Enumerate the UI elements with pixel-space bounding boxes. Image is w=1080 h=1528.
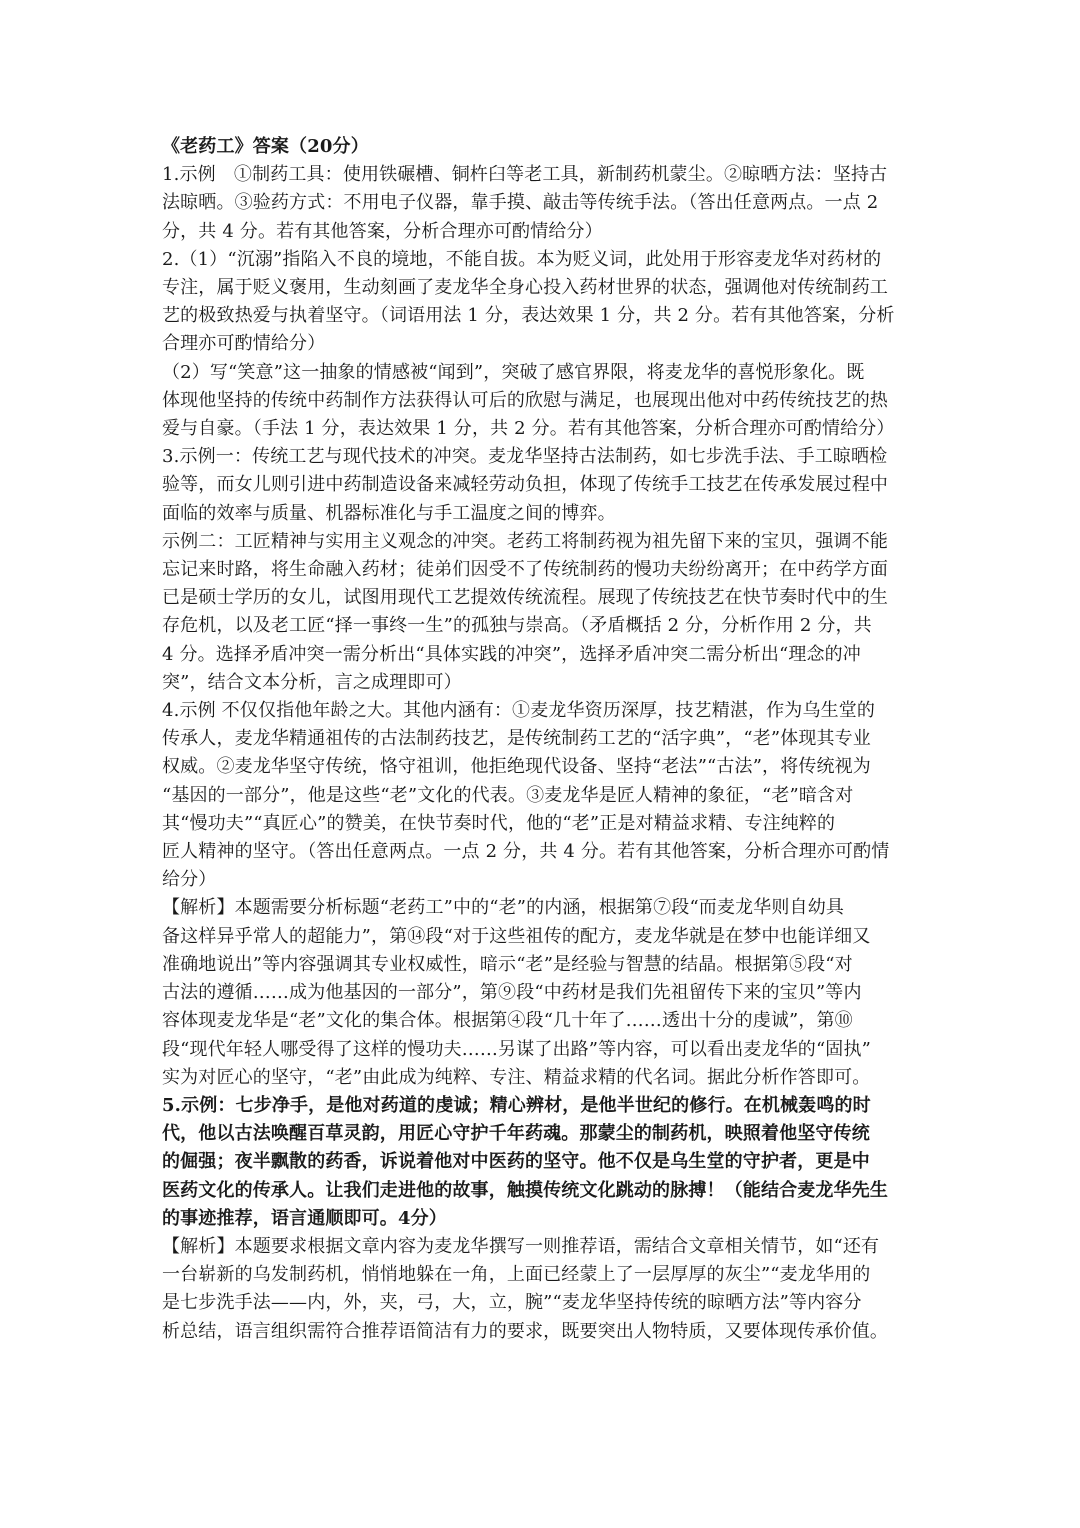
- answer-line: 存危机，以及老工匠“择一事终一生”的孤独与崇高。（矛盾概括 2 分，分析作用 2 分，共: [162, 615, 872, 637]
- answer-line: 法晾晒。③验药方式：不用电子仪器，靠手摸、敲击等传统手法。（答出任意两点。一点 2: [162, 192, 879, 214]
- answer-line: 古法的遵循……成为他基因的一部分”，第⑨段“中药材是我们先祖留传下来的宝贝”等内: [162, 982, 862, 1004]
- answer-line: 3.示例一：传统工艺与现代技术的冲突。麦龙华坚持古法制药，如七步洗手法、手工晾晒检: [162, 446, 888, 468]
- answer-line: 已是硕士学历的女儿，试图用现代工艺提效传统流程。展现了传统技艺在快节奏时代中的生: [162, 587, 888, 609]
- answer-line: 2.（1）“沉溺”指陷入不良的境地，不能自拔。本为贬义词，此处用于形容麦龙华对药材的: [162, 248, 882, 270]
- analysis-line: 析总结，语言组织需符合推荐语简洁有力的要求，既要突出人物特质，又要体现传承价值。: [162, 1320, 888, 1342]
- answer-line: 示例二：工匠精神与实用主义观念的冲突。老药工将制药视为祖先留下来的宝贝，强调不能: [162, 530, 888, 552]
- answer-line: 段“现代年轻人哪受得了这样的慢功夫……另谋了出路”等内容，可以看出麦龙华的“固执”: [162, 1038, 871, 1060]
- answer-line: 备这样异乎常人的超能力”，第⑭段“对于这些祖传的配方，麦龙华就是在梦中也能详细又: [162, 925, 871, 947]
- answer-text-block: [162, 133, 922, 1346]
- answer-line: 【解析】本题需要分析标题“老药工”中的“老”的内涵，根据第⑦段“而麦龙华则自幼具: [162, 897, 845, 919]
- document-title: 《老药工》答案（20分）: [162, 136, 369, 157]
- answer-line: 传承人，麦龙华精通祖传的古法制药技艺，是传统制药工艺的“活字典”，“老”体现其专业: [162, 728, 871, 750]
- answer-line: 1.示例 ①制药工具：使用铁碾槽、铜杵臼等老工具，新制药机蒙尘。②晾晒方法：坚持古: [162, 164, 888, 186]
- bold-answer-line: 5.示例：七步净手，是他对药道的虔诚；精心辨材，是他半世纪的修行。在机械轰鸣的时: [162, 1094, 871, 1116]
- analysis-line: 一台崭新的乌发制药机，悄悄地躲在一角，上面已经蒙上了一层厚厚的灰尘”“麦龙华用的: [162, 1264, 871, 1286]
- answer-line: 面临的效率与质量、机器标准化与手工温度之间的博弈。: [162, 502, 616, 524]
- answer-line: 4.示例 不仅仅指他年龄之大。其他内涵有：①麦龙华资历深厚，技艺精湛，作为乌生堂的: [162, 700, 876, 722]
- answer-line: 验等，而女儿则引进中药制造设备来减轻劳动负担，体现了传统手工技艺在传承发展过程中: [162, 474, 888, 496]
- answer-line: 其“慢功夫”“真匠心”的赞美，在快节奏时代，他的“老”正是对精益求精、专注纯粹的: [162, 812, 836, 834]
- analysis-line: 【解析】本题要求根据文章内容为麦龙华撰写一则推荐语，需结合文章相关情节，如“还有: [162, 1235, 880, 1257]
- answer-line: 准确地说出”等内容强调其专业权威性，暗示“老”是经验与智慧的结晶。根据第⑤段“对: [162, 953, 853, 975]
- answer-line: 专注，属于贬义褒用，生动刻画了麦龙华全身心投入药材世界的状态，强调他对传统制药工: [162, 277, 888, 299]
- bold-answer-line: 的事迹推荐，语言通顺即可。4分）: [162, 1207, 447, 1229]
- answer-line: 容体现麦龙华是“老”文化的集合体。根据第④段“几十年了……透出十分的虔诚”，第⑩: [162, 1010, 853, 1032]
- answer-line: 分，共 4 分。若有其他答案，分析合理亦可酌情给分）: [162, 220, 603, 242]
- analysis-line: 是七步洗手法——内，外，夹，弓，大，立，腕”“麦龙华坚持传统的晾晒方法”等内容分: [162, 1292, 862, 1314]
- answer-line: 4 分。选择矛盾冲突一需分析出“具体实践的冲突”，选择矛盾冲突二需分析出“理念的冲: [162, 643, 861, 665]
- bold-answer-line: 的倔强；夜半飘散的药香，诉说着他对中医药的坚守。他不仅是乌生堂的守护者，更是中: [162, 1151, 870, 1173]
- answer-line: 爱与自豪。（手法 1 分，表达效果 1 分，共 2 分。若有其他答案，分析合理亦可酌情给分）: [162, 418, 895, 440]
- answer-line: 突”，结合文本分析，言之成理即可）: [162, 671, 462, 693]
- bold-answer-line: 代，他以古法唤醒百草灵韵，用匠心守护千年药魂。那蒙尘的制药机，映照着他坚守传统: [162, 1123, 870, 1145]
- answer-line: 忘记来时路，将生命融入药材；徒弟们因受不了传统制药的慢功夫纷纷离开；在中药学方面: [162, 559, 888, 581]
- answer-line: （2）写“笑意”这一抽象的情感被“闻到”，突破了感官界限，将麦龙华的喜悦形象化。既: [162, 361, 865, 383]
- answer-line: 实为对匠心的坚守，“老”由此成为纯粹、专注、精益求精的代名词。据此分析作答即可。: [162, 1066, 871, 1088]
- answer-line: 艺的极致热爱与执着坚守。（词语用法 1 分，表达效果 1 分，共 2 分。若有其他答案，分析: [162, 305, 895, 327]
- answer-line: 匠人精神的坚守。（答出任意两点。一点 2 分，共 4 分。若有其他答案，分析合理亦可酌情: [162, 841, 890, 863]
- answer-line: 权威。②麦龙华坚守传统，恪守祖训，他拒绝现代设备、坚持“老法”“古法”，将传统视为: [162, 756, 871, 778]
- answer-line: 合理亦可酌情给分）: [162, 333, 326, 355]
- answer-line: 体现他坚持的传统中药制作方法获得认可后的欣慰与满足，也展现出他对中药传统技艺的热: [162, 389, 888, 411]
- answer-line: “基因的一部分”，他是这些“老”文化的代表。③麦龙华是匠人精神的象征，“老”暗含对: [162, 784, 854, 806]
- answer-line: 给分）: [162, 869, 217, 891]
- bold-answer-line: 医药文化的传承人。让我们走进他的故事，触摸传统文化跳动的脉搏！（能结合麦龙华先生: [162, 1179, 888, 1201]
